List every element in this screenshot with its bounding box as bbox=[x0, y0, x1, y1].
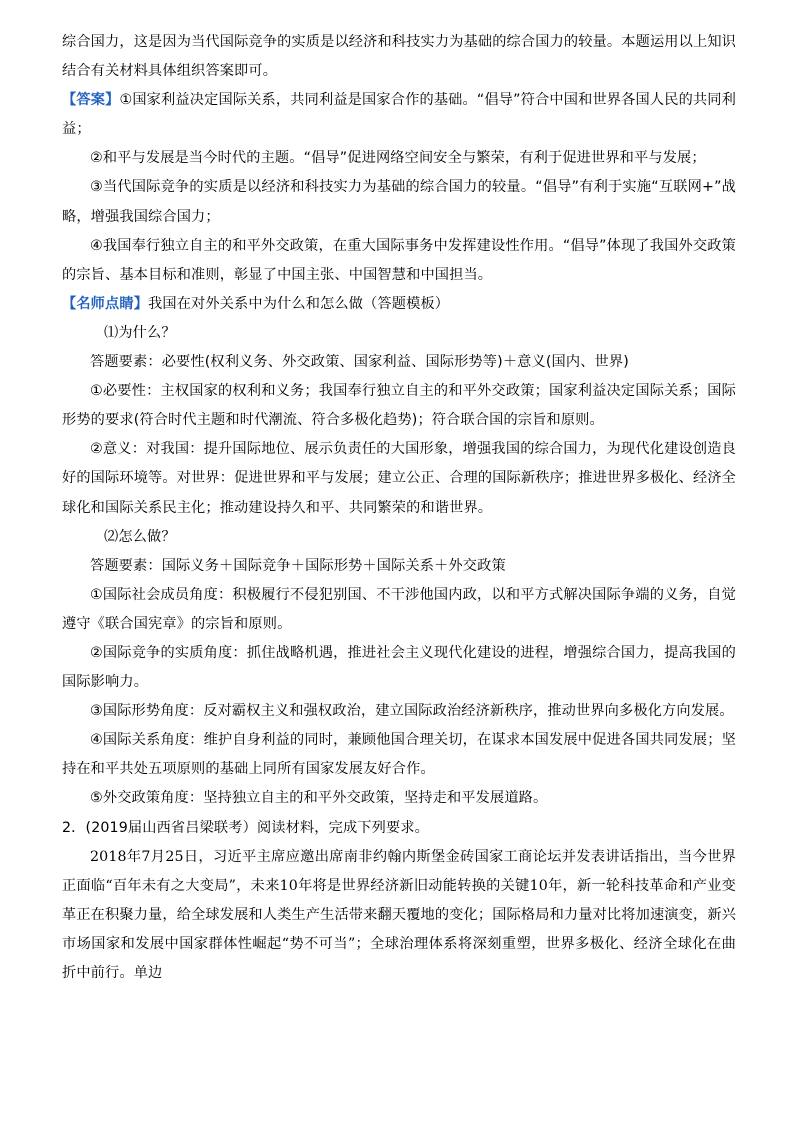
answer-item-3: ③当代国际竞争的实质是以经济和科技实力为基础的综合国力的较量。“倡导”有利于实施“互联网+”战略，增强我国综合国力； bbox=[62, 179, 736, 225]
how-item-4: ④国际关系角度：维护自身利益的同时，兼顾他国合理关切，在谋求本国发展中促进各国共同发展；坚持在和平共处五项原则的基础上同所有国家发展友好合作。 bbox=[62, 732, 736, 778]
question-2-heading: 2．(2019届山西省吕梁联考）阅读材料，完成下列要求。 bbox=[62, 819, 429, 836]
how-item-3: ③国际形势角度：反对霸权主义和强权政治，建立国际政治经济新秩序，推动世界向多极化方向发展。 bbox=[90, 703, 734, 720]
why-elements: 答题要素：必要性(权利义务、外交政策、国家利益、国际形势等)＋意义(国内、世界) bbox=[90, 354, 629, 371]
how-heading: ⑵怎么做？ bbox=[104, 528, 176, 545]
why-item-1: ①必要性：主权国家的权利和义务；我国奉行独立自主的和平外交政策；国家利益决定国际关系；国际形势的要求(符合时代主题和时代潮流、符合多极化趋势)；符合联合国的宗旨和原则。 bbox=[62, 383, 736, 429]
why-heading: ⑴为什么？ bbox=[104, 324, 176, 341]
tips-tag: 【名师点睛】 bbox=[62, 295, 149, 312]
intro-paragraph: 综合国力，这是因为当代国际竞争的实质是以经济和科技实力为基础的综合国力的较量。本题运用以上知识结合有关材料具体组织答案即可。 bbox=[62, 34, 736, 80]
tips-title: 我国在对外关系中为什么和怎么做（答题模板） bbox=[148, 295, 450, 312]
how-item-1: ①国际社会成员角度：积极履行不侵犯别国、不干涉他国内政，以和平方式解决国际争端的义务，自觉遵守《联合国宪章》的宗旨和原则。 bbox=[62, 586, 736, 632]
document-page bbox=[62, 28, 736, 988]
why-item-2: ②意义：对我国：提升国际地位、展示负责任的大国形象，增强我国的综合国力，为现代化建设创造良好的国际环境等。对世界：促进世界和平与发展；建立公正、合理的国际新秩序；推进世界多极化、经济全球化和国际关系民主化；推动建设持久和平、共同繁荣的和谐世界。 bbox=[62, 441, 736, 516]
answer-item-4: ④我国奉行独立自主的和平外交政策，在重大国际事务中发挥建设性作用。“倡导”体现了我国外交政策的宗旨、基本目标和准则，彰显了中国主张、中国智慧和中国担当。 bbox=[62, 237, 736, 283]
answer-item-1 bbox=[62, 86, 736, 144]
how-item-5: ⑤外交政策角度：坚持独立自主的和平外交政策，坚持走和平发展道路。 bbox=[90, 790, 548, 807]
tips-heading bbox=[62, 290, 736, 319]
answer-item-2: ②和平与发展是当今时代的主题。“倡导”促进网络空间安全与繁荣，有利于促进世界和平与发展； bbox=[90, 150, 706, 167]
answer-item-1-text: ①国家利益决定国际关系，共同利益是国家合作的基础。“倡导”符合中国和世界各国人民的共同利益； bbox=[62, 92, 736, 138]
question-2-material: 2018年7月25日，习近平主席应邀出席南非约翰内斯堡金砖国家工商论坛并发表讲话指出，当今世界正面临“百年未有之大变局”，未来10年将是世界经济新旧动能转换的关键10年，新一轮科技革命和产业变革正在积聚力量，给全球发展和人类生产生活带来翻天覆地的变化；国际格局和力量对比将加速演变，新兴市场国家和发展中国家群体性崛起“势不可当”；全球治理体系将深刻重塑，世界多极化、经济全球化在曲折中前行。单边 bbox=[62, 848, 736, 981]
how-item-2: ②国际竞争的实质角度：抓住战略机遇，推进社会主义现代化建设的进程，增强综合国力，提高我国的国际影响力。 bbox=[62, 644, 736, 691]
how-elements: 答题要素：国际义务＋国际竞争＋国际形势＋国际关系＋外交政策 bbox=[90, 557, 506, 574]
answer-tag: 【答案】 bbox=[62, 92, 120, 109]
